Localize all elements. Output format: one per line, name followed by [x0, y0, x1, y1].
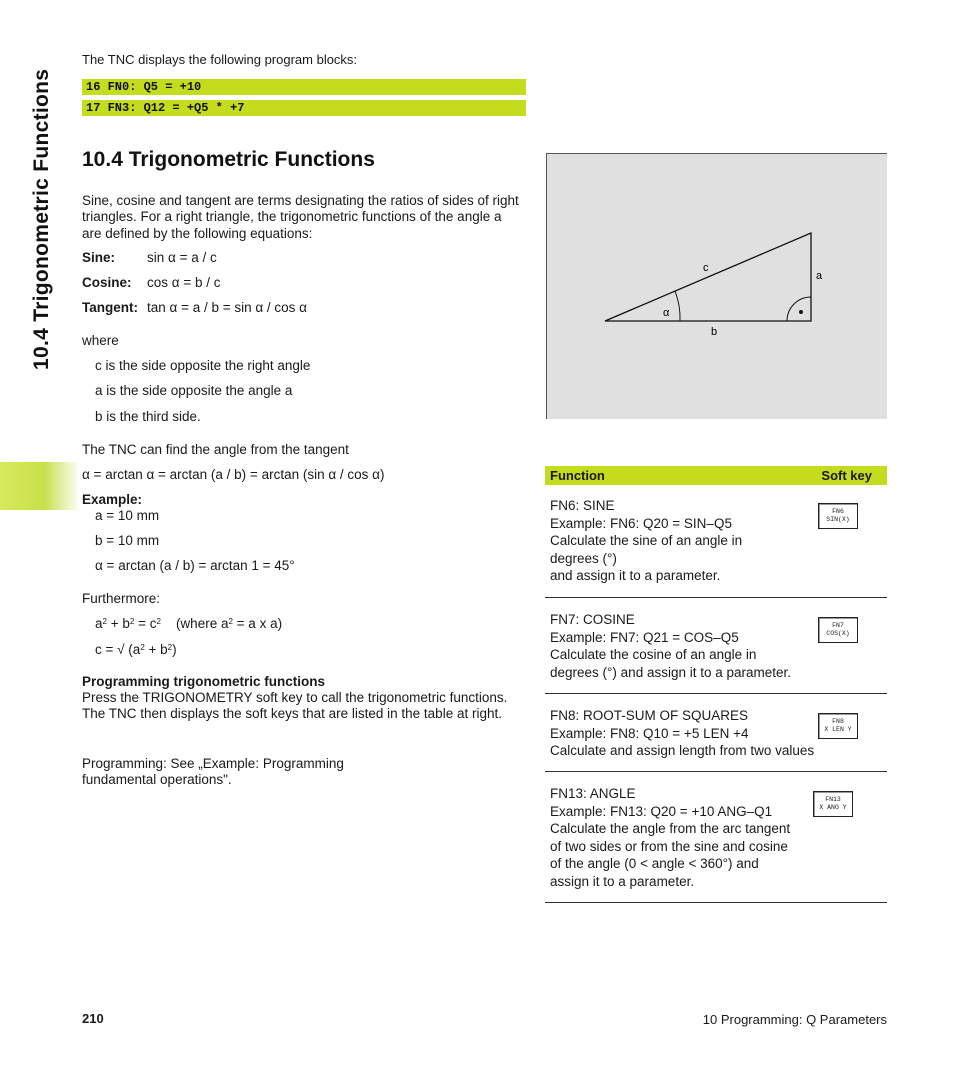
- code-block-2: 17 FN3: Q12 = +Q5 * +7: [82, 100, 526, 116]
- arctan-formula: α = arctan α = arctan (a / b) = arctan (sin α / cos α): [82, 467, 385, 482]
- furthermore-label: Furthermore:: [82, 591, 161, 606]
- triangle-shape: [605, 233, 811, 321]
- side-title-text: 10.4 Trigonometric Functions: [30, 68, 53, 370]
- where-item-c: c is the side opposite the right angle: [95, 358, 311, 373]
- equation-label-sine: Sine:: [82, 250, 116, 265]
- header-function: Function: [550, 468, 605, 483]
- function-table: [545, 466, 887, 903]
- programming-paragraph: Press the TRIGONOMETRY soft key to call the trigonometric functions. The TNC then displays the soft keys that are listed in the table at right.: [82, 690, 508, 722]
- equation-label-cosine: Cosine:: [82, 275, 132, 290]
- label-alpha: α: [663, 307, 670, 319]
- label-a: a: [816, 270, 823, 282]
- example-line-b: b = 10 mm: [95, 533, 160, 548]
- programming-reference: Programming: See „Example: Programming fundamental operations".: [82, 756, 344, 788]
- example-line-a: a = 10 mm: [95, 508, 160, 523]
- triangle-svg: [547, 154, 888, 420]
- where-label: where: [82, 333, 119, 348]
- side-thumb-tab: [0, 462, 80, 510]
- example-label: Example:: [82, 492, 143, 507]
- right-angle-dot: [799, 310, 803, 314]
- where-item-b: b is the third side.: [95, 409, 201, 424]
- equation-formula-cosine: cos α = b / c: [147, 275, 221, 290]
- table-row: FN8: ROOT-SUM OF SQUARES Example: FN8: Q10 = +5 LEN +4 Calculate and assign length from two values FN8 X LEN Y: [545, 694, 887, 772]
- right-angle-arc: [787, 297, 811, 321]
- softkey-fn13-button[interactable]: FN13 X ANG Y: [813, 791, 853, 817]
- intro-paragraph: Sine, cosine and tangent are terms designating the ratios of sides of right triangles. For a right triangle, the trigonometric functions of the angle a are defined by the following equations:: [82, 193, 519, 241]
- softkey-fn6-button[interactable]: FN6 SIN(X): [818, 503, 858, 529]
- label-b: b: [711, 326, 718, 338]
- equation-label-tangent: Tangent:: [82, 300, 138, 315]
- page-number: 210: [82, 1011, 104, 1026]
- header-softkey: Soft key: [821, 468, 872, 483]
- side-chapter-title: [30, 50, 60, 370]
- where-item-a: a is the side opposite the angle a: [95, 383, 293, 398]
- equation-formula-sine: sin α = a / c: [147, 250, 217, 265]
- label-c: c: [703, 262, 709, 274]
- section-heading: 10.4 Trigonometric Functions: [82, 148, 375, 171]
- tangent-text: The TNC can find the angle from the tangent: [82, 442, 349, 457]
- sqrt-formula: c = √ $(a^2 + b^2)$: [95, 642, 177, 657]
- code-block-1: 16 FN0: Q5 = +10: [82, 79, 526, 95]
- chapter-footer: 10 Programming: Q Parameters: [702, 1012, 887, 1027]
- softkey-fn8-button[interactable]: FN8 X LEN Y: [818, 713, 858, 739]
- pythagoras-formula: $a^2 + b^2 = c^2$ (where $a^2 = a$ x a): [95, 616, 283, 631]
- table-row: FN6: SINE Example: FN6: Q20 = SIN–Q5 Calculate the sine of an angle in degrees (°) and assign it to a parameter. FN6 SIN(X): [545, 485, 887, 598]
- intro-text: The TNC displays the following program blocks:: [82, 52, 358, 67]
- example-line-alpha: α = arctan (a / b) = arctan 1 = 45°: [95, 558, 295, 573]
- alpha-arc: [675, 291, 680, 321]
- programming-heading: Programming trigonometric functions: [82, 674, 326, 689]
- triangle-diagram: [546, 153, 887, 419]
- equation-formula-tangent: tan α = a / b = sin α / cos α: [147, 300, 307, 315]
- table-header: [545, 466, 887, 485]
- table-row: FN13: ANGLE Example: FN13: Q20 = +10 ANG–Q1 Calculate the angle from the arc tangent of two sides or from the sine and cosine of the angle (0 < angle < 360°) and assign it to a parameter. FN13 X ANG Y: [545, 772, 887, 903]
- table-row: FN7: COSINE Example: FN7: Q21 = COS–Q5 Calculate the cosine of an angle in degrees (°) and assign it to a parameter. FN7 COS(X): [545, 598, 887, 694]
- softkey-fn7-button[interactable]: FN7 COS(X): [818, 617, 858, 643]
